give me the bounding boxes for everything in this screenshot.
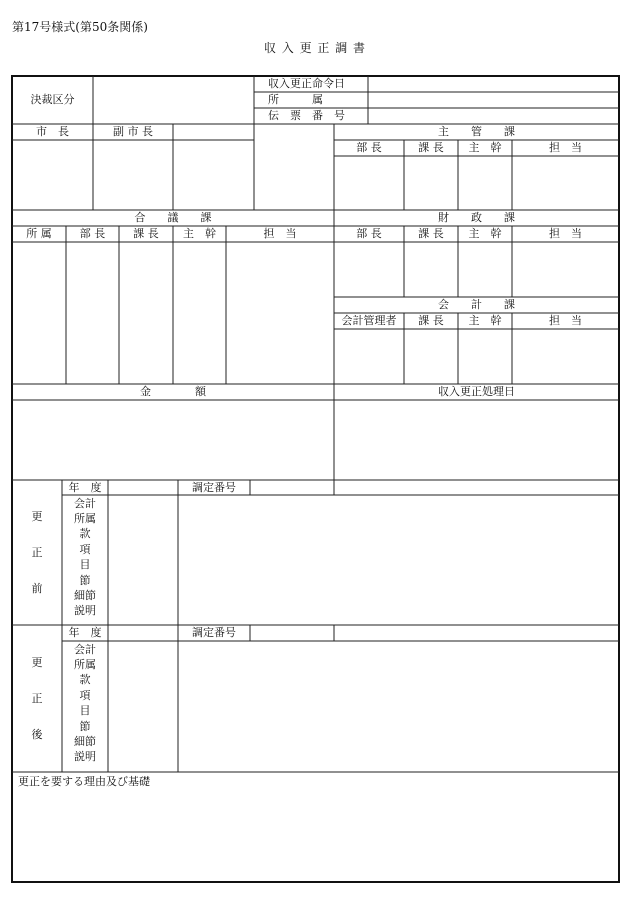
after-item-kan: 款 bbox=[79, 673, 91, 686]
kaikei-kacho: 課 長 bbox=[418, 314, 444, 327]
after-item-moku: 目 bbox=[79, 704, 91, 717]
denpyo-label: 伝 票 番 号 bbox=[268, 109, 345, 122]
after-item-kou: 項 bbox=[79, 689, 91, 702]
gougi-shozoku: 所 属 bbox=[26, 227, 52, 240]
shukan-bucho: 部 長 bbox=[356, 141, 382, 154]
after-side-1: 更 bbox=[31, 656, 43, 669]
after-item-setsumei: 説明 bbox=[74, 750, 96, 763]
zaisei-bucho: 部 長 bbox=[356, 227, 382, 240]
before-nendo-label: 年 度 bbox=[68, 481, 102, 494]
before-item-moku: 目 bbox=[79, 558, 91, 571]
kessai-label: 決裁区分 bbox=[30, 93, 75, 106]
reason-label: 更正を要する理由及び基礎 bbox=[18, 775, 150, 788]
after-item-saisetsu: 細節 bbox=[74, 735, 96, 748]
vice-mayor-label: 副 市 長 bbox=[113, 125, 153, 138]
form-number: 第17号様式(第50条関係) bbox=[12, 20, 148, 34]
before-item-kou: 項 bbox=[79, 543, 91, 556]
shukan-shukan: 主 幹 bbox=[468, 141, 502, 154]
after-item-kaikei: 会計 bbox=[74, 643, 96, 656]
kaikei-tanto: 担 当 bbox=[549, 314, 582, 327]
before-side-2: 正 bbox=[31, 546, 43, 559]
after-nendo-label: 年 度 bbox=[68, 626, 102, 639]
document-title: 収 入 更 正 調 書 bbox=[263, 41, 367, 55]
gougi-tanto: 担 当 bbox=[263, 227, 297, 240]
zaisei-kacho: 課 長 bbox=[418, 227, 444, 240]
gougi-shukan: 主 幹 bbox=[183, 227, 216, 240]
shukan-kacho: 課 長 bbox=[418, 141, 444, 154]
zaisei-tanto: 担 当 bbox=[549, 227, 582, 240]
kaikei-ka-header: 会 計 課 bbox=[438, 298, 515, 311]
kaikei-shukan: 主 幹 bbox=[468, 314, 502, 327]
shukan-ka-header: 主 管 課 bbox=[438, 125, 515, 138]
before-item-kaikei: 会計 bbox=[74, 497, 96, 510]
after-item-shozoku: 所属 bbox=[74, 658, 96, 671]
before-chotei-label: 調定番号 bbox=[192, 481, 236, 494]
before-side-3: 前 bbox=[31, 582, 43, 595]
gougi-bucho: 部 長 bbox=[79, 227, 106, 240]
mayor-label: 市 長 bbox=[36, 125, 69, 138]
after-item-setsu: 節 bbox=[79, 720, 91, 733]
zaisei-ka-header: 財 政 課 bbox=[438, 211, 515, 224]
before-item-setsumei: 説明 bbox=[74, 604, 96, 617]
process-date-label: 収入更正処理日 bbox=[438, 385, 515, 398]
after-side-3: 後 bbox=[31, 728, 43, 741]
zaisei-shukan: 主 幹 bbox=[468, 227, 502, 240]
before-item-shozoku: 所属 bbox=[74, 512, 96, 525]
shukan-tanto: 担 当 bbox=[549, 141, 582, 154]
before-item-saisetsu: 細節 bbox=[74, 589, 96, 602]
after-chotei-label: 調定番号 bbox=[192, 626, 236, 639]
gougi-kacho: 課 長 bbox=[133, 227, 159, 240]
before-item-setsu: 節 bbox=[79, 574, 91, 587]
order-date-label: 収入更正命令日 bbox=[268, 77, 345, 90]
after-side-2: 正 bbox=[31, 692, 43, 705]
shozoku-label: 所 属 bbox=[268, 93, 323, 106]
before-item-kan: 款 bbox=[79, 527, 91, 540]
gougi-ka-header: 合 議 課 bbox=[134, 211, 212, 224]
amount-label: 金 額 bbox=[140, 385, 206, 398]
before-side-1: 更 bbox=[31, 510, 43, 523]
kaikei-kanrisha: 会計管理者 bbox=[341, 314, 397, 327]
